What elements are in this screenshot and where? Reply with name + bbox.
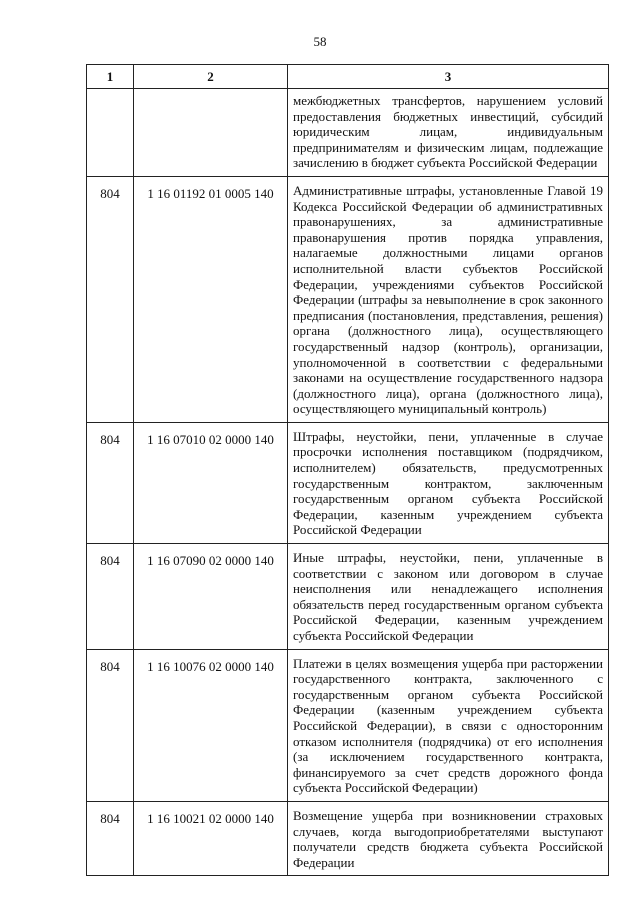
column-header-2: 2: [134, 65, 288, 89]
kbk-code-cell: [134, 89, 288, 177]
admin-code-cell: [87, 89, 134, 177]
description-cell: Возмещение ущерба при возникновении страховых случаев, когда выгодоприобретателями выступают получатели средств бюджета субъекта Российской Федерации: [288, 801, 609, 875]
budget-codes-table: [86, 64, 609, 876]
admin-code-cell: 804: [87, 176, 134, 422]
table-row: [87, 649, 609, 801]
column-header-3: 3: [288, 65, 609, 89]
table-row: [87, 176, 609, 422]
kbk-code-cell: 1 16 10021 02 0000 140: [134, 801, 288, 875]
admin-code-cell: 804: [87, 801, 134, 875]
description-cell: межбюджетных трансфертов, нарушением условий предоставления бюджетных инвестиций, субсидий юридическим лицам, индивидуальным предпринимателям и физическим лицам, подлежащие зачислению в бюджет субъекта Российской Федерации: [288, 89, 609, 177]
kbk-code-cell: 1 16 01192 01 0005 140: [134, 176, 288, 422]
table-row: [87, 544, 609, 650]
table-row: [87, 89, 609, 177]
table-row: [87, 801, 609, 875]
description-cell: Иные штрафы, неустойки, пени, уплаченные в соответствии с законом или договором в случае неисполнения или ненадлежащего исполнения обязательств перед государственным органом субъекта Российской Федерации, казенным учреждением субъекта Российской Федерации: [288, 544, 609, 650]
admin-code-cell: 804: [87, 649, 134, 801]
description-cell: Штрафы, неустойки, пени, уплаченные в случае просрочки исполнения поставщиком (подрядчиком, исполнителем) обязательств, предусмотренных государственным контрактом, заключенным государственным органом субъекта Российской Федерации, казенным учреждением субъекта Российской Федерации: [288, 422, 609, 543]
description-cell: Административные штрафы, установленные Главой 19 Кодекса Российской Федерации об административных правонарушениях, за административные правонарушения против порядка управления, налагаемые должностными лицами органов исполнительной власти субъектов Российской Федерации, учреждениями субъектов Российской Федерации (штрафы за невыполнение в срок законного предписания (постановления, представления, решения) органа (должностного лица), осуществляющего государственный надзор (контроль), организации, уполномоченной в соответствии с федеральными законами на осуществление государственного надзора (должностного лица), органа (должностного лица), осуществляющего муниципальный контроль): [288, 176, 609, 422]
column-header-1: 1: [87, 65, 134, 89]
table-row: [87, 422, 609, 543]
description-cell: Платежи в целях возмещения ущерба при расторжении государственного контракта, заключенного с государственным органом субъекта Российской Федерации (казенным учреждением субъекта Российской Федерации), в связи с односторонним отказом исполнителя (подрядчика) от его исполнения (за исключением государственного контракта, финансируемого за счет средств дорожного фонда субъекта Российской Федерации): [288, 649, 609, 801]
kbk-code-cell: 1 16 10076 02 0000 140: [134, 649, 288, 801]
kbk-code-cell: 1 16 07010 02 0000 140: [134, 422, 288, 543]
table-header-row: [87, 65, 609, 89]
admin-code-cell: 804: [87, 422, 134, 543]
kbk-code-cell: 1 16 07090 02 0000 140: [134, 544, 288, 650]
page-number: 58: [313, 34, 327, 49]
admin-code-cell: 804: [87, 544, 134, 650]
